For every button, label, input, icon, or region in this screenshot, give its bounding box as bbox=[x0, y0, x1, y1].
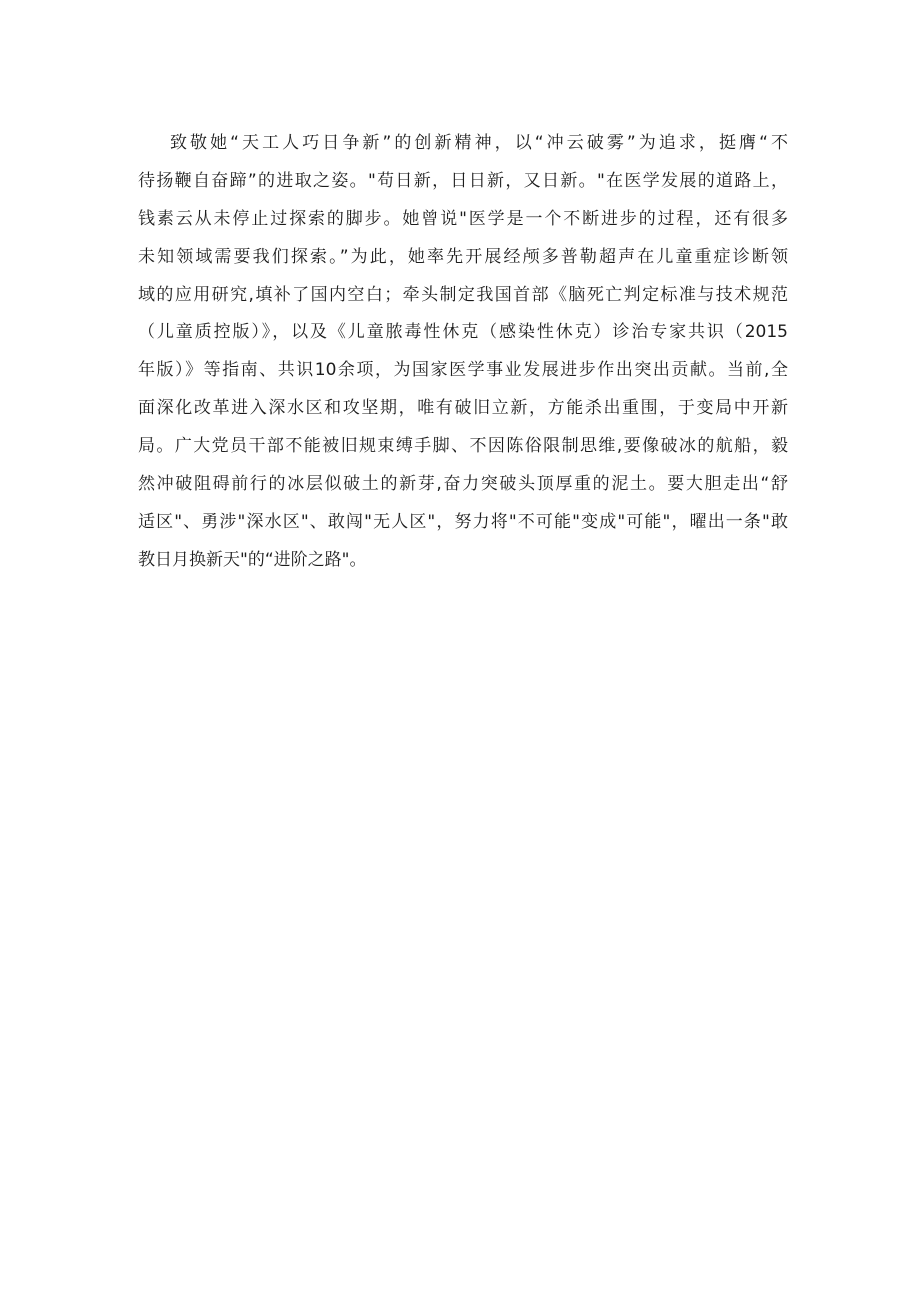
paragraph-line-1: 致敬她“天工人巧日争新”的创新精神，以“冲云破雾”为追求，挺膺“不 bbox=[170, 133, 788, 153]
paragraph-line-7: 年版）》等指南、共识10余项，为国家医学事业发展进步作出突出贡献。当前,全 bbox=[138, 360, 788, 381]
paragraph-line-9: 局。广大党员干部不能被旧规束缚手脚、不因陈俗限制思维,要像破冰的航船，毅 bbox=[138, 436, 788, 457]
paragraph-line-12: 教日月换新天"的“进阶之路"。 bbox=[138, 549, 367, 570]
paragraph-line-5: 域的应用研究,填补了国内空白；牵头制定我国首部《脑死亡判定标准与技术规范 bbox=[138, 284, 788, 305]
paragraph-line-11: 适区"、勇涉"深水区"、敢闯"无人区"，努力将"不可能"变成"可能"，曜出一条"敢 bbox=[138, 511, 788, 532]
paragraph-line-3: 钱素云从未停止过探索的脚步。她曾说"医学是一个不断进步的过程，还有很多 bbox=[138, 208, 788, 229]
paragraph-line-4: 未知领域需要我们探索。”为此，她率先开展经颅多普勒超声在儿童重症诊断领 bbox=[138, 246, 788, 267]
paragraph-line-6: （儿童质控版）》，以及《儿童脓毒性休克（感染性休克）诊治专家共识（2015 bbox=[138, 322, 788, 343]
paragraph-line-8: 面深化改革进入深水区和攻坚期，唯有破旧立新，方能杀出重围，于变局中开新 bbox=[138, 398, 788, 419]
paragraph-line-10: 然冲破阻碍前行的冰层似破土的新芽,奋力突破头顶厚重的泥土。要大胆走出“舒 bbox=[138, 474, 788, 495]
paragraph-line-2: 待扬鞭自奋蹄”的进取之姿。"苟日新，日日新，又日新。"在医学发展的道路上， bbox=[138, 170, 788, 191]
body-paragraph bbox=[138, 125, 788, 580]
